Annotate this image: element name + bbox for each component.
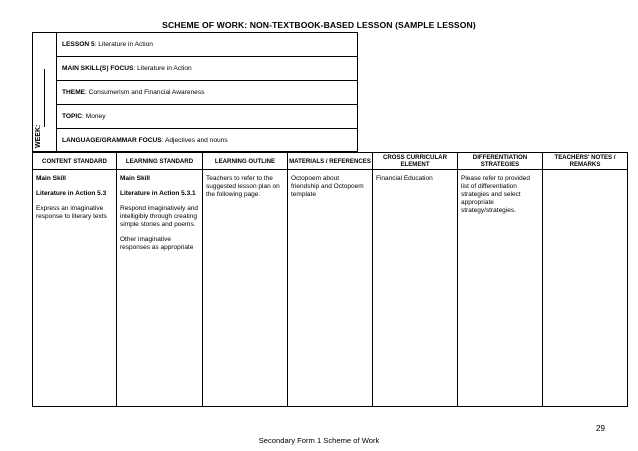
learning-outline-text: Teachers to refer to the suggested lesson plan on the following page. [206, 175, 280, 198]
lesson-header-box [32, 32, 358, 152]
learning-standard-column [117, 153, 203, 406]
column-header: LEARNING STANDARD [117, 153, 202, 170]
language-grammar-focus-row: LANGUAGE/GRAMMAR FOCUS: Adjectives and nouns [62, 137, 228, 144]
document-title: SCHEME OF WORK: NON-TEXTBOOK-BASED LESSON (SAMPLE LESSON) [162, 20, 476, 30]
teachers-notes-column [543, 153, 627, 406]
content-standard-code: Literature in Action 5.3 [36, 190, 107, 197]
learning-outline-column [203, 153, 288, 406]
learning-main-skill-label: Main Skill [120, 175, 150, 182]
cross-curricular-column [373, 153, 458, 406]
week-column [33, 33, 57, 151]
footer-text: Secondary Form 1 Scheme of Work [258, 436, 380, 445]
cross-curricular-text: Financial Education [376, 175, 433, 182]
page-number: 29 [596, 424, 605, 433]
materials-text: Octopoem about friendship and Octopoem template [291, 175, 364, 198]
learning-standard-text: Respond imaginatively and intelligibly through creating simple stories and poems. [120, 205, 199, 228]
main-skill-focus-row: MAIN SKILL(S) FOCUS: Literature in Action [56, 57, 357, 81]
column-header: MATERIALS / REFERENCES [288, 153, 372, 170]
differentiation-text: Please refer to provided list of differentiation strategies and select appropriate strategy/strategies. [461, 175, 531, 214]
learning-standard-other: Other imaginative responses as appropriate [120, 236, 194, 251]
materials-column [288, 153, 373, 406]
scheme-table [32, 152, 628, 407]
column-header: LEARNING OUTLINE [203, 153, 287, 170]
week-label: WEEK: [35, 124, 42, 148]
column-header: CONTENT STANDARD [33, 153, 116, 170]
differentiation-column [458, 153, 543, 406]
content-standard-column [33, 153, 117, 406]
theme-row: THEME: Consumerism and Financial Awareness [56, 81, 357, 105]
content-standard-text: Express an imaginative response to literary texts [36, 205, 107, 220]
learning-standard-code: Literature in Action 5.3.1 [120, 190, 196, 197]
column-header: CROSS CURRICULAR ELEMENT [373, 153, 457, 170]
topic-row: TOPIC: Money [56, 105, 357, 129]
column-header: TEACHERS' NOTES / REMARKS [543, 153, 627, 170]
column-header: DIFFERENTIATION STRATEGIES [458, 153, 542, 170]
lesson-row: LESSON 5: Literature in Action [56, 33, 357, 57]
content-main-skill-label: Main Skill [36, 175, 66, 182]
